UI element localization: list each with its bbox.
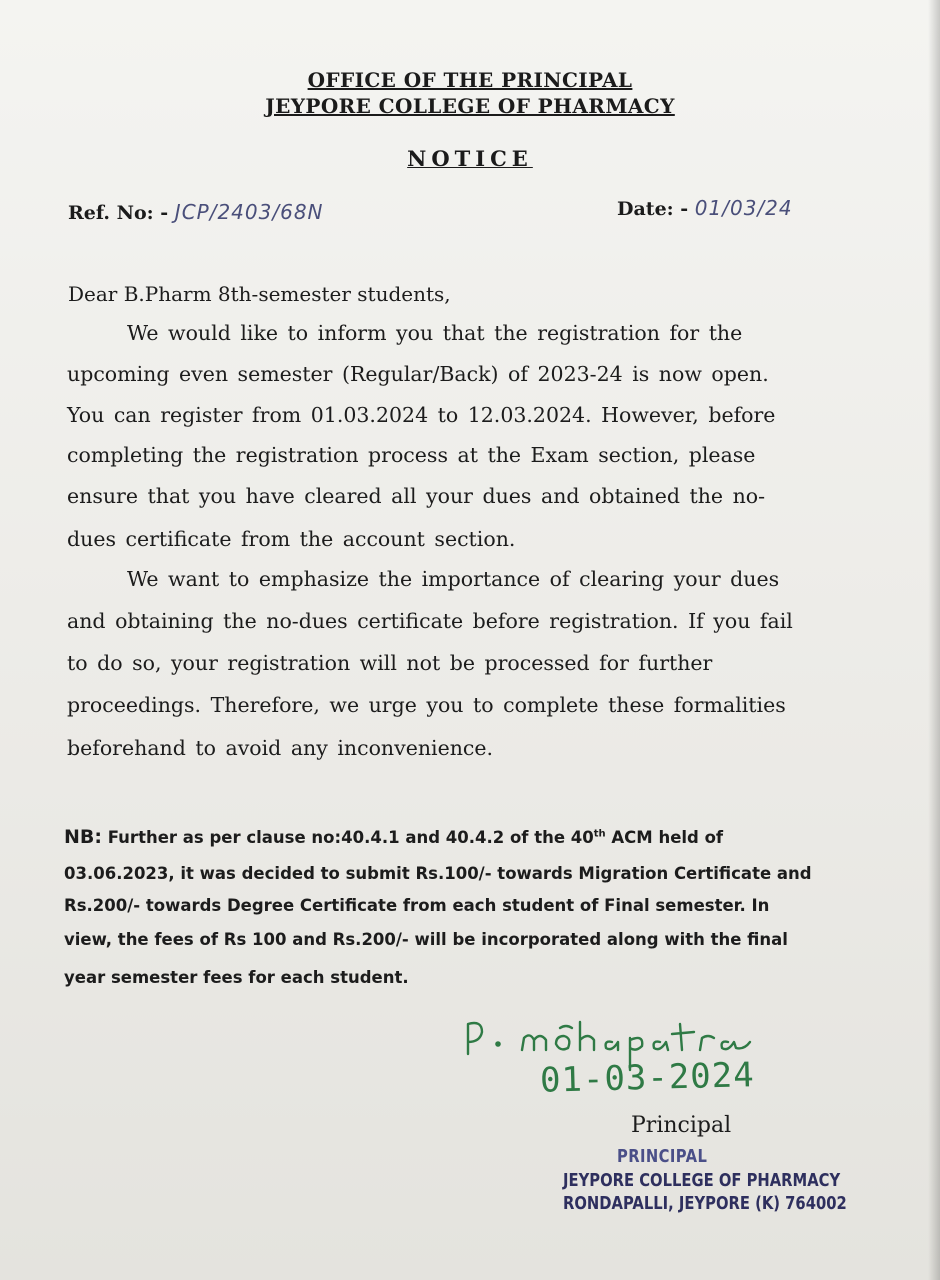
stamp-address: RONDAPALLI, JEYPORE (K) 764002 <box>563 1193 847 1214</box>
nb-superscript: th <box>593 828 606 840</box>
paragraph1-line: completing the registration process at the Exam section, please <box>67 443 756 467</box>
greeting: Dear B.Pharm 8th-semester students, <box>68 282 451 306</box>
nb-line: 03.06.2023, it was decided to submit Rs.100/- towards Migration Certificate and <box>64 864 812 883</box>
stamp-college: JEYPORE COLLEGE OF PHARMACY <box>563 1170 841 1191</box>
paragraph2-line: We want to emphasize the importance of clearing your dues <box>127 567 780 591</box>
college-heading: JEYPORE COLLEGE OF PHARMACY <box>265 94 675 118</box>
notice-date <box>617 196 793 220</box>
nb-line: year semester fees for each student. <box>64 968 409 987</box>
designation: Principal <box>631 1113 732 1138</box>
nb-label: NB: <box>64 826 102 848</box>
paragraph1-line: You can register from 01.03.2024 to 12.03.2024. However, before <box>67 403 776 427</box>
paragraph2-line: beforehand to avoid any inconvenience. <box>67 736 494 760</box>
date-value-handwritten: 01/03/24 <box>694 196 793 220</box>
nb-text-a: Further as per clause no:40.4.1 and 40.4.2 of the 40 <box>107 828 594 847</box>
page-edge-shadow <box>928 0 940 1280</box>
paragraph1-line: upcoming even semester (Regular/Back) of 2023-24 is now open. <box>67 362 769 386</box>
reference-number <box>68 200 324 224</box>
paragraph1-line: We would like to inform you that the registration for the <box>127 321 743 345</box>
signature-date-handwritten: 01-03-2024 <box>539 1055 756 1101</box>
paragraph2-line: and obtaining the no-dues certificate before registration. If you fail <box>67 609 793 633</box>
ref-label: Ref. No: - <box>68 202 169 224</box>
date-label: Date: - <box>617 198 689 220</box>
nb-line: view, the fees of Rs 100 and Rs.200/- will be incorporated along with the final <box>64 930 788 949</box>
nb-text-b: ACM held of <box>605 828 724 847</box>
paragraph1-line: dues certificate from the account section. <box>67 527 516 551</box>
ref-value-handwritten: JCP/2403/68N <box>174 200 324 224</box>
office-heading: OFFICE OF THE PRINCIPAL <box>307 68 633 92</box>
paragraph1-line: ensure that you have cleared all your dues and obtained the no- <box>67 484 766 508</box>
paragraph2-line: proceedings. Therefore, we urge you to complete these formalities <box>67 693 786 717</box>
stamp-title: PRINCIPAL <box>617 1146 708 1167</box>
nb-first-line <box>64 826 723 848</box>
paragraph2-line: to do so, your registration will not be processed for further <box>67 651 713 675</box>
notice-title: NOTICE <box>407 146 533 171</box>
nb-line: Rs.200/- towards Degree Certificate from each student of Final semester. In <box>64 896 770 915</box>
